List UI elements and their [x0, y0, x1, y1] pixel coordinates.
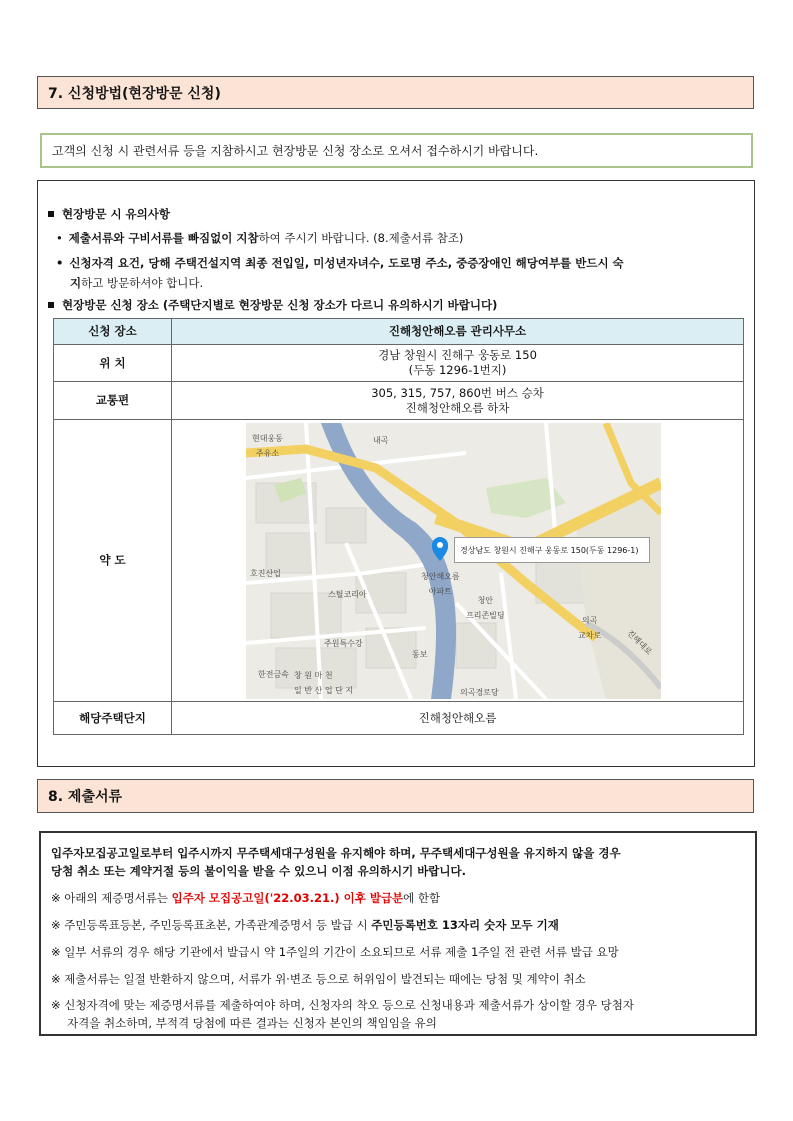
map-label-naegok: 내곡 — [373, 436, 389, 445]
location-label: 위 치 — [54, 345, 172, 382]
notice-bullet-1: • 제출서류와 구비서류를 빠짐없이 지참하여 주시기 바랍니다. (8.제출서류 참조) — [56, 231, 464, 245]
map-address-callout: 경상남도 창원시 진해구 웅동로 150(두동 1296-1) — [454, 537, 650, 563]
square-bullet-icon — [48, 211, 54, 217]
square-bullet-icon — [48, 302, 54, 308]
dot-bullet-icon: • — [56, 231, 63, 245]
section-8-title: 8. 제출서류 — [48, 789, 123, 805]
map-label-hojin: 호진산업 — [250, 569, 281, 578]
documents-box — [39, 831, 757, 1036]
section-8-header — [37, 779, 754, 813]
map-cell — [172, 420, 744, 702]
complex-label: 해당주택단지 — [54, 702, 172, 735]
section-7-title: 7. 신청방법(현장방문 신청) — [48, 85, 221, 102]
application-place-table — [53, 318, 744, 735]
transport-label: 교통편 — [54, 382, 172, 420]
transport-value: 305, 315, 757, 860번 버스 승차 진해청안해오름 하차 — [172, 382, 744, 420]
map-label-hyundai: 현대웅동 주유소 — [252, 434, 283, 458]
map-label-hanjeon: 한전금속 — [258, 670, 289, 679]
place-header-label: 신청 장소 — [54, 319, 172, 345]
table-row — [54, 382, 744, 420]
table-row — [54, 702, 744, 735]
warning-line-1: 입주자모집공고일로부터 입주시까지 무주택세대구성원을 유지해야 하며, 무주택세대구성원을 유지하지 않을 경우 — [51, 846, 621, 860]
section-7-header — [37, 76, 754, 109]
map-label-dongbo: 동보 — [412, 650, 428, 659]
map-label-steel: 스틸코리아 — [328, 590, 367, 599]
intro-box — [40, 133, 753, 168]
complex-value: 진해청안해오름 — [172, 702, 744, 735]
table-row — [54, 420, 744, 702]
place-header-value: 진해청안해오름 관리사무소 — [172, 319, 744, 345]
map-label-complex: 창 원 마 천 일 반 산 업 단 지 — [294, 671, 354, 695]
map-label-uigok: 의곡 교차로 — [578, 616, 602, 640]
table-row — [54, 319, 744, 345]
note-2: ※ 주민등록표등본, 주민등록표초본, 가족관계증명서 등 발급 시 주민등록번호 13자리 숫자 모두 기재 — [51, 918, 559, 932]
map-label-building: 청안 프리존빌딩 — [466, 596, 505, 620]
intro-text: 고객의 신청 시 관련서류 등을 지참하시고 현장방문 신청 장소로 오셔서 접수하시기 바랍니다. — [52, 144, 539, 158]
table-row — [54, 345, 744, 382]
note-5: ※ 신청자격에 맞는 제증명서류를 제출하여야 하며, 신청자의 착오 등으로 신청내용과 제출서류가 상이할 경우 당첨자 — [51, 998, 634, 1012]
notice-bullet-2-cont: 지하고 방문하셔야 합니다. — [70, 276, 204, 290]
note-1: ※ 아래의 제증명서류는 입주자 모집공고일('22.03.21.) 이후 발급분에 한함 — [51, 891, 441, 905]
note-5-cont: 자격을 취소하며, 부적격 당첨에 따른 결과는 신청자 본인의 책임임을 유의 — [67, 1016, 437, 1030]
dot-bullet-icon: • — [56, 256, 64, 270]
map-label-apartment: 청안해오름 아파트 — [421, 572, 460, 596]
note-4: ※ 제출서류는 일절 반환하지 않으며, 서류가 위·변조 등으로 허위임이 발견되는 때에는 당첨 및 계약이 취소 — [51, 972, 586, 986]
location-value: 경남 창원시 진해구 웅동로 150 (두동 1296-1번지) — [172, 345, 744, 382]
note-3: ※ 일부 서류의 경우 해당 기관에서 발급시 약 1주일의 기간이 소요되므로 서류 제출 1주일 전 관련 서류 발급 요망 — [51, 945, 619, 959]
notice-bullet-2: • 신청자격 요건, 당해 주택건설지역 최종 전입일, 미성년자녀수, 도로명 주소, 중증장애인 해당여부를 반드시 숙 — [56, 256, 624, 270]
map-label-uigok-hall: 의곡경로당 — [460, 688, 499, 697]
warning-line-2: 당첨 취소 또는 계약거절 등의 불이익을 받을 수 있으니 이점 유의하시기 바랍니다. — [51, 864, 467, 878]
map-label: 약 도 — [54, 420, 172, 702]
map-label-juwon: 주원특수강 — [324, 639, 363, 648]
notice-heading-2: 현장방문 신청 장소 (주택단지별로 현장방문 신청 장소가 다르니 유의하시기 바랍니다) — [48, 297, 497, 313]
notice-box — [37, 180, 755, 767]
location-map — [246, 423, 661, 699]
map-label-road: 진해대로 — [625, 628, 654, 657]
notice-heading-1: 현장방문 시 유의사항 — [48, 206, 170, 222]
